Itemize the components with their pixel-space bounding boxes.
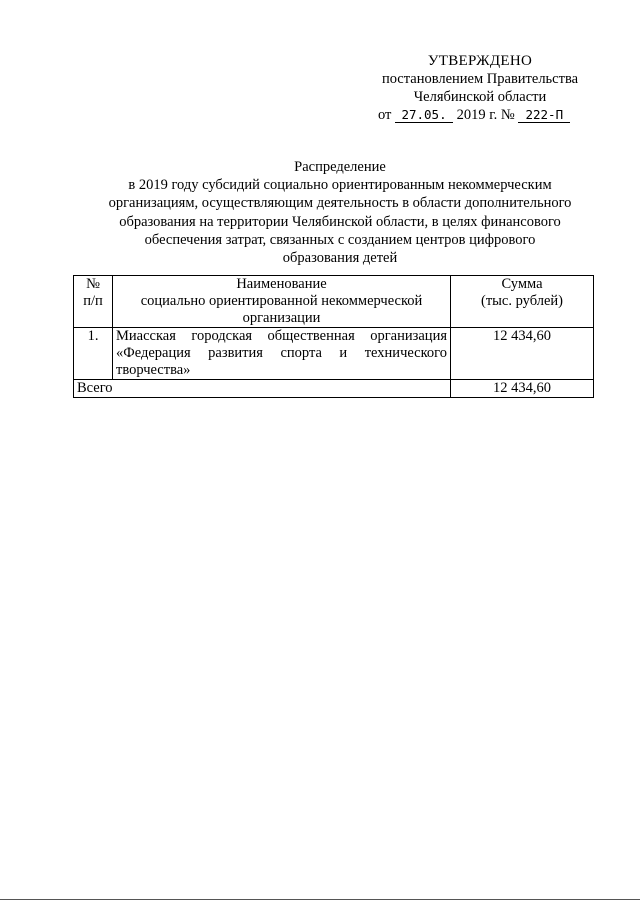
header-name — [113, 276, 451, 328]
header-name-line-3: организации — [242, 310, 321, 326]
title-line-3: организациям, осуществляющим деятельность в области дополнительного — [108, 195, 572, 212]
approval-line-1: постановлением Правительства — [381, 71, 579, 87]
header-amount-line-1: Сумма — [501, 276, 543, 292]
document-title — [100, 158, 580, 267]
title-line-5: обеспечения затрат, связанных с созданием центров цифрового — [144, 231, 536, 248]
approval-date: 27.05. — [395, 107, 453, 123]
scan-bottom-edge — [0, 899, 640, 900]
total-amount: 12 434,60 — [451, 380, 594, 398]
table-row — [74, 328, 594, 380]
approval-heading: УТВЕРЖДЕНО — [427, 53, 533, 69]
table-total-row — [74, 380, 594, 398]
distribution-table — [73, 275, 594, 398]
row-number: 1. — [74, 328, 113, 380]
row-amount: 12 434,60 — [451, 328, 594, 380]
approval-stamp — [360, 52, 600, 124]
title-line-2: в 2019 году субсидий социально ориентированным некоммерческим — [128, 177, 552, 194]
header-number-line-1: № — [86, 276, 100, 292]
approval-line-2: Челябинской области — [413, 89, 547, 105]
header-amount — [451, 276, 594, 328]
header-amount-line-2: (тыс. рублей) — [481, 293, 563, 309]
title-line-6: образования детей — [282, 250, 398, 267]
total-label: Всего — [74, 380, 451, 398]
header-number — [74, 276, 113, 328]
title-line-1: Распределение — [294, 159, 386, 175]
header-name-line-2: социально ориентированной некоммерческой — [140, 293, 423, 309]
approval-year-text: 2019 г. № — [456, 107, 515, 123]
approval-from-label: от — [378, 107, 392, 123]
approval-number: 222-П — [518, 107, 570, 123]
header-name-line-1: Наименование — [236, 276, 327, 292]
approval-date-line — [360, 106, 600, 124]
title-line-4: образования на территории Челябинской области, в целях финансового — [119, 213, 561, 230]
row-organization-name: Миасская городская общественная организация «Федерация развития спорта и технического творчества» — [113, 328, 451, 380]
table-header-row — [74, 276, 594, 328]
header-number-line-2: п/п — [83, 293, 103, 309]
